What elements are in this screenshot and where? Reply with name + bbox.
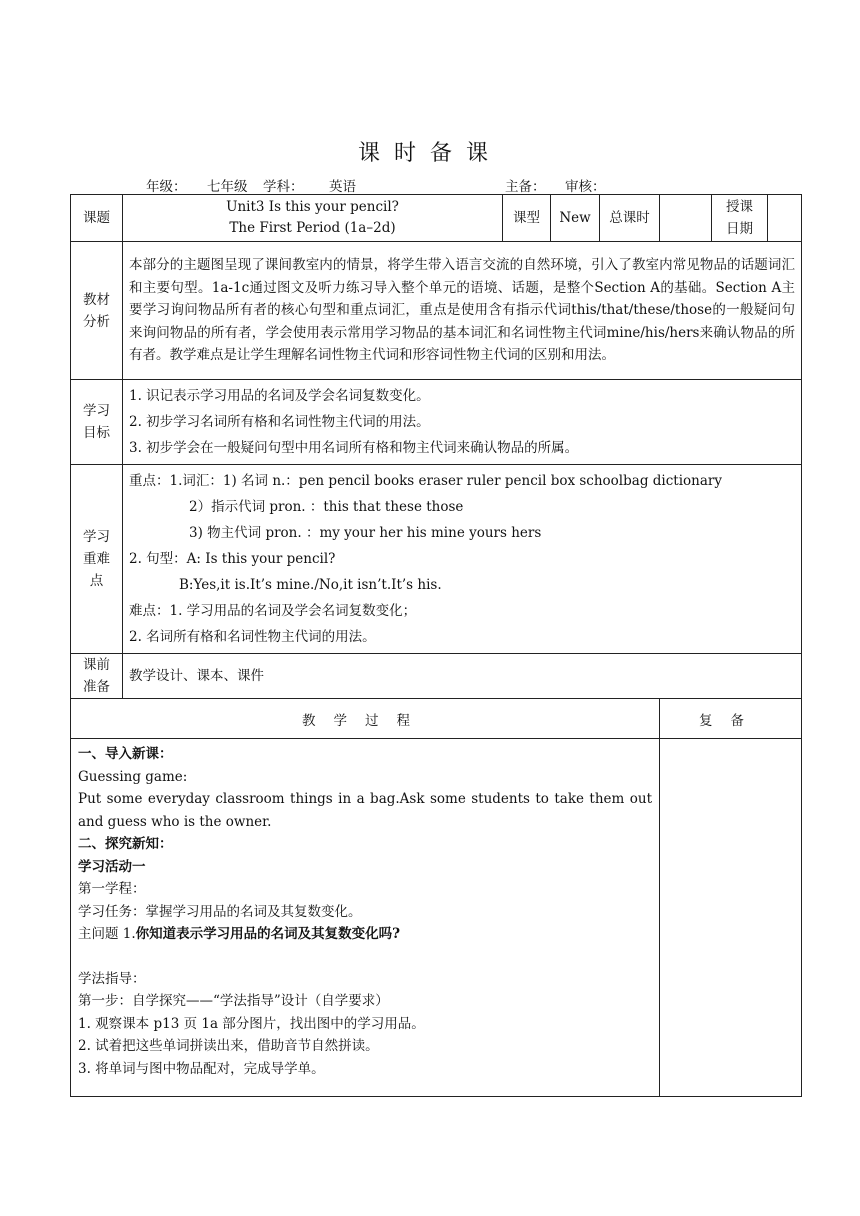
section2-title: 二、探究新知： bbox=[78, 836, 173, 852]
section1-title: 一、导入新课： bbox=[78, 746, 173, 762]
question-prefix: 主问题 1. bbox=[78, 926, 136, 942]
key-points-label: 学习重难点 bbox=[71, 465, 123, 654]
analysis-row bbox=[71, 242, 802, 380]
step-item: 2. 试着把这些单词拼读出来，借助音节自然拼读。 bbox=[78, 1038, 379, 1054]
topic-cell bbox=[123, 195, 503, 242]
type-label: 课型 bbox=[503, 195, 551, 242]
question-text: 你知道表示学习用品的名词及其复数变化吗? bbox=[135, 926, 401, 942]
goals-row bbox=[71, 380, 802, 465]
key-points-cell bbox=[123, 465, 802, 654]
task-text: 学习任务：掌握学习用品的名词及其复数变化。 bbox=[78, 903, 362, 920]
process-row bbox=[71, 739, 802, 1097]
blank-line bbox=[78, 946, 652, 968]
meta-row bbox=[0, 175, 860, 193]
guide-label: 学法指导： bbox=[78, 970, 146, 987]
process-cell bbox=[71, 739, 660, 1097]
goals-cell bbox=[123, 380, 802, 465]
date-value bbox=[768, 195, 802, 242]
key-line: 2. 句型：A: Is this your pencil? bbox=[129, 551, 336, 567]
topic-line1: Unit3 Is this your pencil? bbox=[226, 199, 399, 215]
type-value: New bbox=[551, 195, 600, 242]
step-item: 1. 观察课本 p13 页 1a 部分图片，找出图中的学习用品。 bbox=[78, 1015, 425, 1032]
key-line: 3) 物主代词 pron. ：my your her his mine yours hers bbox=[189, 525, 542, 541]
total-value bbox=[660, 195, 712, 242]
grade-value: 七年级 bbox=[207, 179, 248, 195]
review-header: 复备 bbox=[660, 699, 802, 739]
subject-label: 学科： bbox=[263, 179, 304, 195]
header-row bbox=[71, 195, 802, 242]
goal-item: 3. 初步学会在一般疑问句型中用名词所有格和物主代词来确认物品的所属。 bbox=[129, 440, 579, 456]
analysis-label: 教材分析 bbox=[71, 242, 123, 380]
step-item: 3. 将单词与图中物品配对，完成导学单。 bbox=[78, 1060, 325, 1077]
reviewer-label: 审核： bbox=[565, 179, 606, 195]
process-header: 教学过程 bbox=[71, 699, 660, 739]
topic-line2: The First Period (1a–2d) bbox=[229, 220, 396, 236]
grade-label: 年级： bbox=[146, 179, 187, 195]
document-title: 课时备课 bbox=[357, 141, 502, 166]
key-points-row bbox=[71, 465, 802, 654]
activity-title: 学习活动一 bbox=[78, 858, 146, 875]
key-line: 重点：1.词汇：1) 名词 n.：pen pencil books eraser ruler pencil box schoolbag dictionary bbox=[129, 473, 722, 489]
analysis-text: 本部分的主题图呈现了课间教室内的情景，将学生带入语言交流的自然环境，引入了教室内常见物品的话题词汇和主要句型。1a-1c通过图文及听力练习导入整个单元的语境、话题，是整个Section A的基础。Section A主要学习询问物品所有者的核心句型和重点词汇，重点是使用含有指示代词this/that/these/those的一般疑问句来询问物品的所有者，学会使用表示常用学习物品的基本词汇和名词性物主代词mine/his/hers来确认物品的所有者。教学难点是让学生理解名词性物主代词和形容词性物主代词的区别和用法。 bbox=[123, 242, 802, 380]
preparer-label: 主备： bbox=[505, 179, 546, 195]
key-line: 2. 名词所有格和名词性物主代词的用法。 bbox=[129, 629, 376, 645]
section1-line2: Put some everyday classroom things in a bag.Ask some students to take them out and guess who is the owner. bbox=[78, 791, 652, 830]
step1-text: 第一步：自学探究——“学法指导”设计（自学要求） bbox=[78, 993, 389, 1009]
topic-label: 课题 bbox=[71, 195, 123, 242]
period-label: 第一学程： bbox=[78, 881, 146, 897]
goal-item: 1. 识记表示学习用品的名词及学会名词复数变化。 bbox=[129, 388, 430, 404]
section1-line1: Guessing game: bbox=[78, 768, 188, 785]
goal-item: 2. 初步学习名词所有格和名词性物主代词的用法。 bbox=[129, 414, 430, 430]
main-question bbox=[78, 923, 652, 946]
prep-text: 教学设计、课本、课件 bbox=[123, 654, 802, 699]
prep-row bbox=[71, 654, 802, 699]
total-label: 总课时 bbox=[600, 195, 660, 242]
process-header-row bbox=[71, 699, 802, 739]
review-cell bbox=[660, 739, 802, 1097]
date-label: 授课日期 bbox=[712, 195, 768, 242]
prep-label: 课前准备 bbox=[71, 654, 123, 699]
lesson-plan-table bbox=[70, 194, 802, 1097]
subject-value: 英语 bbox=[329, 179, 356, 195]
key-line: B:Yes,it is.It’s mine./No,it isn’t.It’s his. bbox=[179, 577, 442, 593]
goals-label: 学习目标 bbox=[71, 380, 123, 465]
key-line: 难点：1. 学习用品的名词及学会名词复数变化； bbox=[129, 603, 417, 619]
key-line: 2）指示代词 pron. ：this that these those bbox=[189, 499, 464, 515]
